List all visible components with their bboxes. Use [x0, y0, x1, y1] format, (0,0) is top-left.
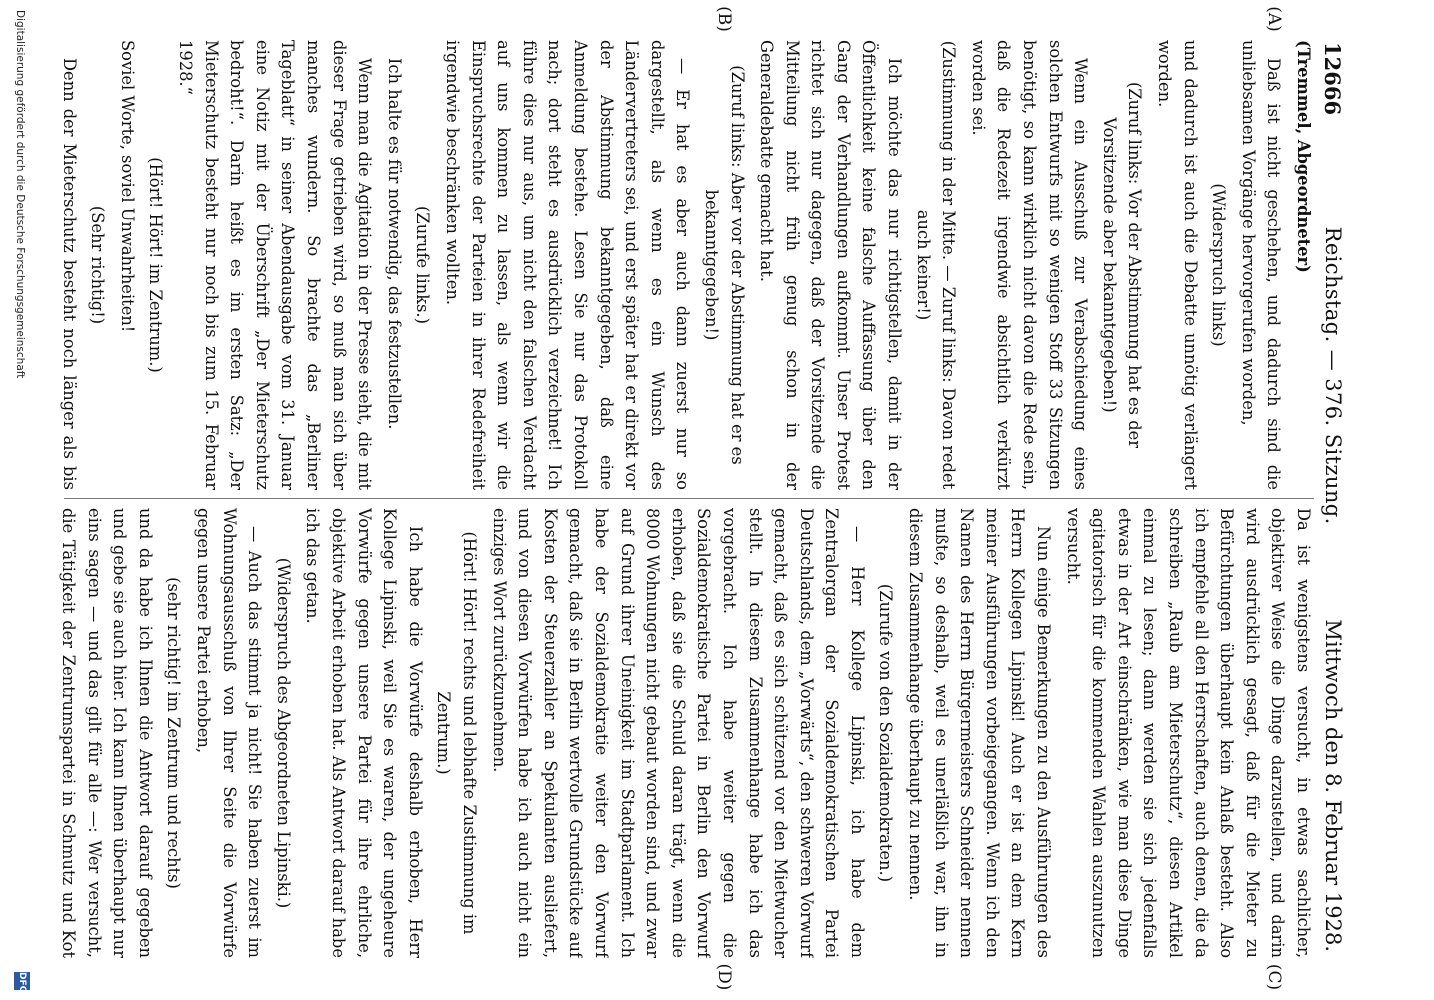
- paragraph: [1151, 40, 1202, 490]
- paragraph: [381, 40, 407, 490]
- interjection: [1096, 40, 1147, 490]
- paragraph-text: (Zuruf links: Aber vor der Abstimmung hat er es bekanntgegeben!): [701, 65, 747, 465]
- paragraph: [54, 508, 158, 958]
- paragraph: [1060, 508, 1316, 958]
- dfg-logo: DFG: [14, 972, 30, 990]
- paragraph-text: (Zuruf links: Vor der Abstimmung hat es der Vorsitzende aber bekanntgegeben!): [1099, 81, 1145, 449]
- paragraph-text: Soviel Worte, soviel Unwahrheiten!: [117, 40, 137, 333]
- paragraph-text: (Zurufe von den Sozialdemokraten.): [876, 583, 896, 883]
- paragraph-text: (Widerspruch links): [1209, 183, 1229, 347]
- interjection: [1206, 40, 1232, 490]
- margin-mark-a: (A): [1264, 6, 1284, 32]
- paragraph-text: Ich habe die Vorwürfe deshalb erhoben, Herr Kollege Lipinski, weil Sie es waren, der ungeheure Vorwürfe gegen unsere Partei für ihre ehrliche, objektive Arbeit erhoben hat. Als Antwort darauf habe ich das getan.: [303, 508, 425, 958]
- interjection: [161, 508, 187, 958]
- speaker-label: (Tremmel, Abgeordneter): [1294, 40, 1313, 273]
- interjection: [410, 40, 436, 490]
- paragraph-text: (Hört! Hört! im Zentrum.): [146, 157, 166, 373]
- interjection: [431, 508, 482, 958]
- paragraph: [1235, 40, 1286, 490]
- paragraph-text: und dadurch ist auch die Debatte unnötig verlängert worden.: [1155, 40, 1200, 490]
- running-date: Mittwoch den 8. Februar 1928.: [1321, 619, 1345, 952]
- paragraph-text: Daß ist nicht geschehen, und dadurch sind die unliebsamen Vorgänge hervorgerufen worden,: [1238, 40, 1284, 490]
- margin-mark-d: (D): [714, 963, 734, 991]
- page-number: 12666: [1320, 42, 1346, 116]
- paragraph: [754, 40, 908, 490]
- margin-mark-c: (C): [1264, 963, 1284, 991]
- paragraph-text: Denn der Mieterschutz besteht noch länger als bis: [59, 58, 79, 490]
- left-column: [54, 40, 1316, 490]
- paragraph: [172, 40, 377, 490]
- paragraph: [190, 508, 267, 958]
- paragraph-text: — Herr Kollege Lipinski, ich habe dem Zentralorgan der Sozialdemokratischen Partei Deutschlands, dem „Vorwärts“, den schweren Vorwurf gemacht, daß es sich schützend vor den Mietwucher stellt. In diesem Zusammenhange habe ich das vorgebracht. Ich habe weiter gegen die Sozialdemokratische Partei in Berlin den Vorwurf erhoben, daß sie die Schuld daran trägt, wenn die 8000 Wohnungen nicht gebaut worden sind, und zwar auf Grund ihrer Uneinigkeit im Stadtparlament. Ich habe der Sozialdemokratie weiter den Vorwurf gemacht, daß sie in Berlin wertvolle Grundstücke auf Kosten der Steuerzahler an Spekulanten ausliefert, und von diesen Vorwürfen habe ich auch nicht ein einziges Wort zurückzunehmen.: [489, 508, 867, 958]
- paragraph: [300, 508, 428, 958]
- paragraph-text: (sehr richtig! im Zentrum und rechts): [164, 577, 184, 889]
- interjection: [85, 40, 111, 490]
- margin-mark-b: (B): [714, 6, 734, 32]
- paragraph-text: — Er hat es aber auch dann zuerst nur so dargestellt, als wenn es ein Wunsch des Ländervertreters sei, und erst später hat er direkt vor der Abstimmung bekanntgegeben, daß eine Anmeldung bestehe. Lesen Sie nur das Protokoll nach; dort steht es ausdrücklich verzeichnet! Ich führe dies nur aus, um nicht den falschen Verdacht auf uns kommen zu lassen, als wenn wir die Einspruchsrechte der Parteien in ihrer Redefreiheit irgendwie beschränken wollten.: [443, 40, 693, 490]
- paragraph-text: (Sehr richtig!): [88, 205, 108, 325]
- paragraph-text: (Hört! Hört! rechts und lebhafte Zustimmung im Zentrum.): [434, 531, 479, 935]
- paragraph-text: (Zurufe links.): [413, 206, 433, 324]
- paragraph: [486, 508, 870, 958]
- paragraph: [54, 40, 82, 490]
- column-divider: [64, 498, 1314, 499]
- paragraph-text: Ich möchte das nur richtigstellen, damit in der Öffentlichkeit keine falsche Auffassung über den Gang der Verhandlungen aufkommt. Unser Protest richtet sich nur dagegen, daß der Vorsitzende die Mitteilung nicht früh genug schon in der Generaldebatte gemacht hat.: [757, 40, 905, 490]
- interjection: [873, 508, 899, 958]
- interjection: [270, 508, 296, 958]
- interjection: [910, 40, 961, 490]
- interjection: [698, 40, 749, 490]
- page-header: [1318, 42, 1348, 952]
- paragraph-text: Nun einige Bemerkungen zu den Ausführungen des Herrn Kollegen Lipinski! Auch er ist an dem Kern meiner Ausführungen vorbeigegangen. Wenn ich den Namen des Herrn Bürgermeisters Schneider nennen mußte, so deshalb, weil es unerläßlich war, ihn in diesem Zusammenhange überhaupt zu nennen.: [906, 508, 1054, 958]
- paragraph: [903, 508, 1057, 958]
- paragraph-text: und da habe ich Ihnen die Antwort darauf gegeben und gebe sie auch hier. Ich kann Ihnen überhaupt nur eins sagen — und das gilt für alle —: Wer versucht, die Tätigkeit der Zentrumspartei in Schmutz und Kot: [59, 508, 155, 958]
- paragraph-text: — Auch das stimmt ja nicht! Sie haben zuerst im Wohnungsausschuß von Ihrer Seite die Vorwürfe gegen unsere Partei erhoben,: [194, 508, 265, 958]
- paragraph-text: Wenn man die Agitation in der Presse sieht, die mit dieser Frage getrieben wird, so muß man sich über manches wundern. So brachte das „Berliner Tageblatt“ in seiner Abendausgabe vom 31. Januar eine Notiz mit der Überschrift „Der Mieterschutz bedroht!“. Darin heißt es im ersten Satz: „Der Mieterschutz besteht nur noch bis zum 15. Februar 1928.“: [176, 40, 375, 490]
- paragraph-text: Da ist wenigstens versucht, in etwas sachlicher, objektiver Weise die Dinge darzustellen, und darin wird ausdrücklich gesagt, daß für die Mieter zu Befürchtungen überhaupt kein Anlaß besteht. Also ich empfehle all den Herrschaften, auch denen, die da schreiben „Raub am Mieterschutz“, diesen Artikel einmal zu lesen; dann werden sie sich jedenfalls etwas in der Art einschränken, wie man diese Dinge agitatorisch für die kommenden Wahlen auszunutzen versucht.: [1063, 508, 1313, 958]
- digitization-credit: Digitalisierung gefördert durch die Deutsche Forschungsgemeinschaft: [14, 10, 26, 379]
- paragraph: [114, 40, 140, 490]
- paragraph-text: (Widerspruch des Abgeordneten Lipinski.): [273, 557, 293, 909]
- paragraph-text: Ich halte es für notwendig, das festzustellen.: [384, 58, 404, 430]
- interjection: [143, 40, 169, 490]
- paragraph-text: Wenn ein Ausschuß zur Verabschiedung eines solchen Entwurfs mit so wenigen Stoff 33 Sitzungen benötigt, so kann wirklich nicht davon die Rede sein, daß die Redezeit irgendwie absichtlich verkürzt worden sei.: [968, 40, 1091, 490]
- paragraph: [439, 40, 695, 490]
- paragraph: [1290, 40, 1316, 490]
- paragraph: [965, 40, 1093, 490]
- right-column: [54, 508, 1316, 958]
- paragraph-text: (Zustimmung in der Mitte. — Zuruf links: Davon redet auch keiner!): [913, 40, 959, 490]
- running-title: Reichstag. — 376. Sitzung.: [1321, 226, 1345, 525]
